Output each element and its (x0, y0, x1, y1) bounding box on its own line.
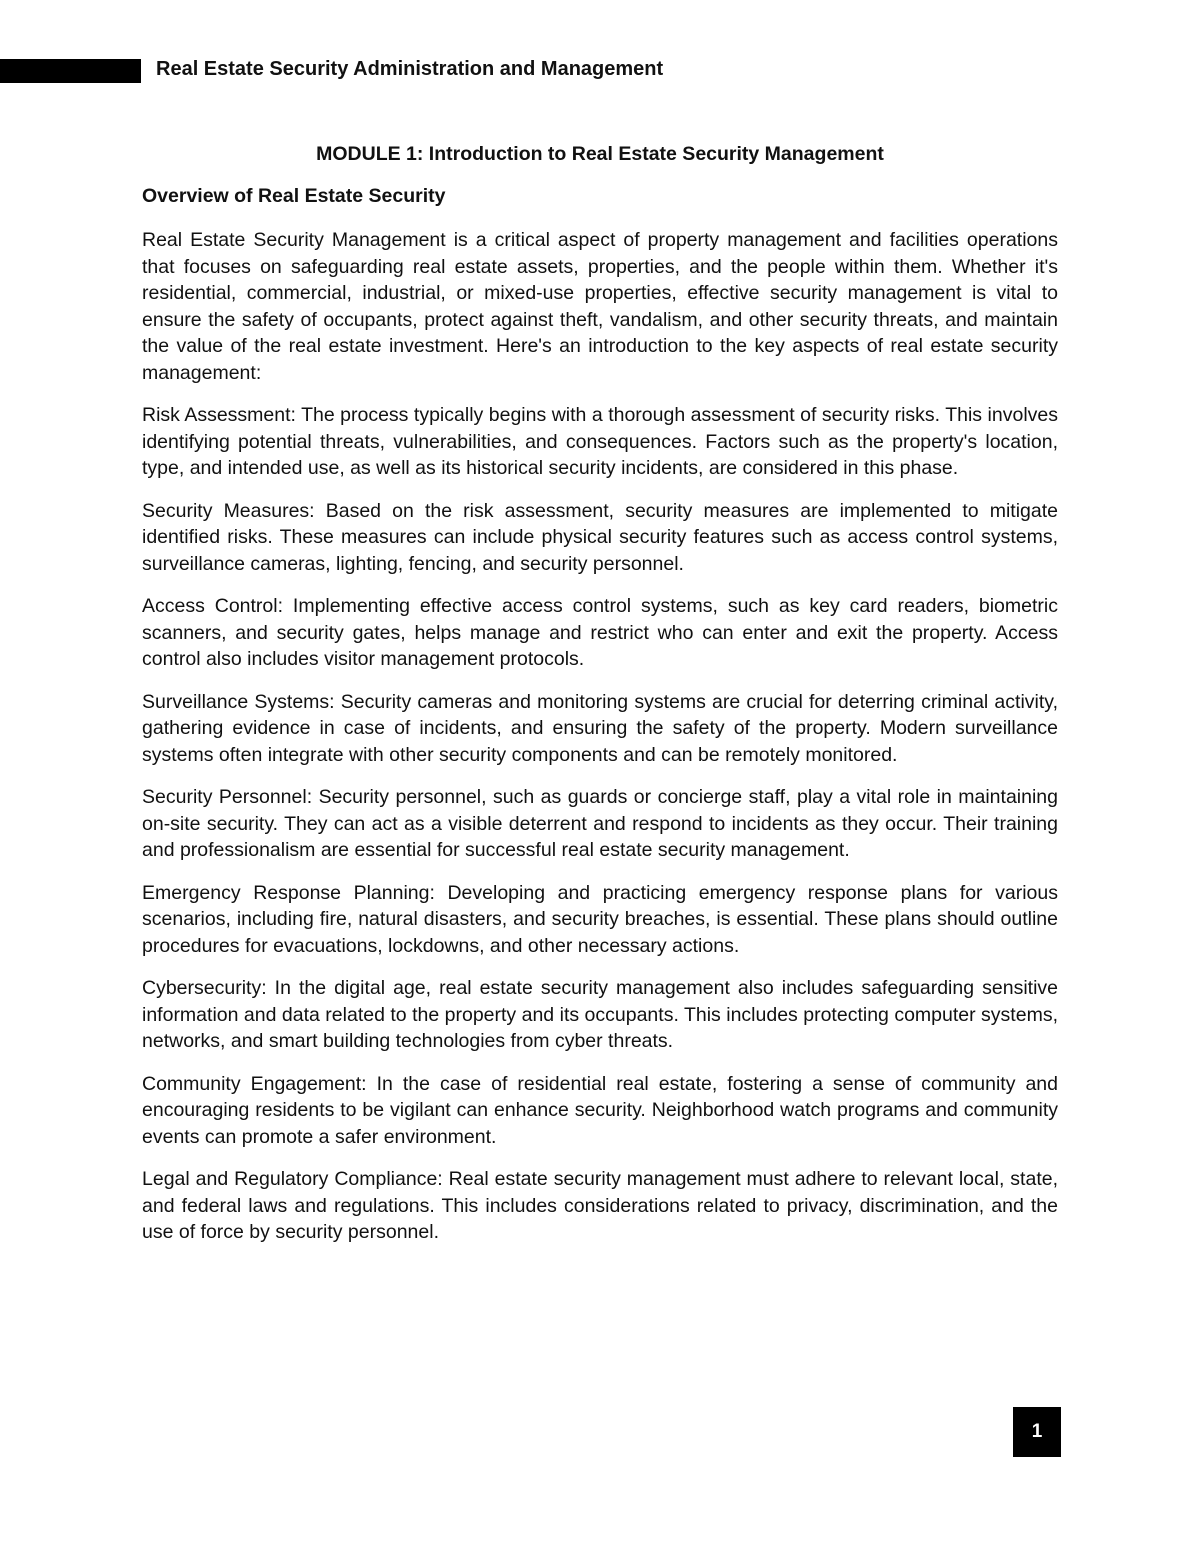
paragraph-legal-compliance: Legal and Regulatory Compliance: Real estate security management must adhere to relevant local, state, and federal laws and regulations. This includes considerations related to privacy, discrimination, and the use of force by security personnel. (142, 1168, 1058, 1243)
paragraph-access-control: Access Control: Implementing effective access control systems, such as key card readers, biometric scanners, and security gates, helps manage and restrict who can enter and exit the property. Access control also includes visitor management protocols. (142, 595, 1058, 670)
paragraph-introduction: Real Estate Security Management is a critical aspect of property management and facilities operations that focuses on safeguarding real estate assets, properties, and the people within them. Whether it's residential, commercial, industrial, or mixed-use properties, effective security management is vital to ensure the safety of occupants, protect against theft, vandalism, and other security threats, and maintain the value of the real estate investment. Here's an introduction to the key aspects of real estate security management: (142, 229, 1058, 384)
document-body (142, 140, 1058, 1246)
paragraph-risk-assessment: Risk Assessment: The process typically begins with a thorough assessment of security risks. This involves identifying potential threats, vulnerabilities, and consequences. Factors such as the property's location, type, and intended use, as well as its historical security incidents, are considered in this phase. (142, 404, 1058, 479)
paragraph-security-measures: Security Measures: Based on the risk assessment, security measures are implemented to mitigate identified risks. These measures can include physical security features such as access control systems, surveillance cameras, lighting, fencing, and security personnel. (142, 499, 1058, 575)
header-bar (0, 59, 141, 83)
document-header-title: Real Estate Security Administration and Management (156, 58, 664, 80)
paragraph-cybersecurity: Cybersecurity: In the digital age, real estate security management also includes safeguarding sensitive information and data related to the property and its occupants. This includes protecting computer systems, networks, and smart building technologies from cyber threats. (142, 977, 1058, 1052)
page-number: 1 (1013, 1407, 1061, 1457)
paragraph-emergency-response: Emergency Response Planning: Developing and practicing emergency response plans for various scenarios, including fire, natural disasters, and security breaches, is essential. These plans should outline procedures for evacuations, lockdowns, and other necessary actions. (142, 881, 1058, 957)
paragraph-surveillance-systems: Surveillance Systems: Security cameras and monitoring systems are crucial for deterring criminal activity, gathering evidence in case of incidents, and ensuring the safety of the property. Modern surveillance systems often integrate with other security components and can be remotely monitored. (142, 690, 1058, 766)
section-heading: Overview of Real Estate Security (142, 185, 446, 207)
paragraph-security-personnel: Security Personnel: Security personnel, such as guards or concierge staff, play a vital role in maintaining on-site security. They can act as a visible deterrent and respond to incidents as they occur. Their training and professionalism are essential for successful real estate security management. (142, 786, 1058, 861)
paragraph-community-engagement: Community Engagement: In the case of residential real estate, fostering a sense of community and encouraging residents to be vigilant can enhance security. Neighborhood watch programs and community events can promote a safer environment. (142, 1072, 1058, 1148)
module-title: MODULE 1: Introduction to Real Estate Security Management (316, 143, 884, 165)
